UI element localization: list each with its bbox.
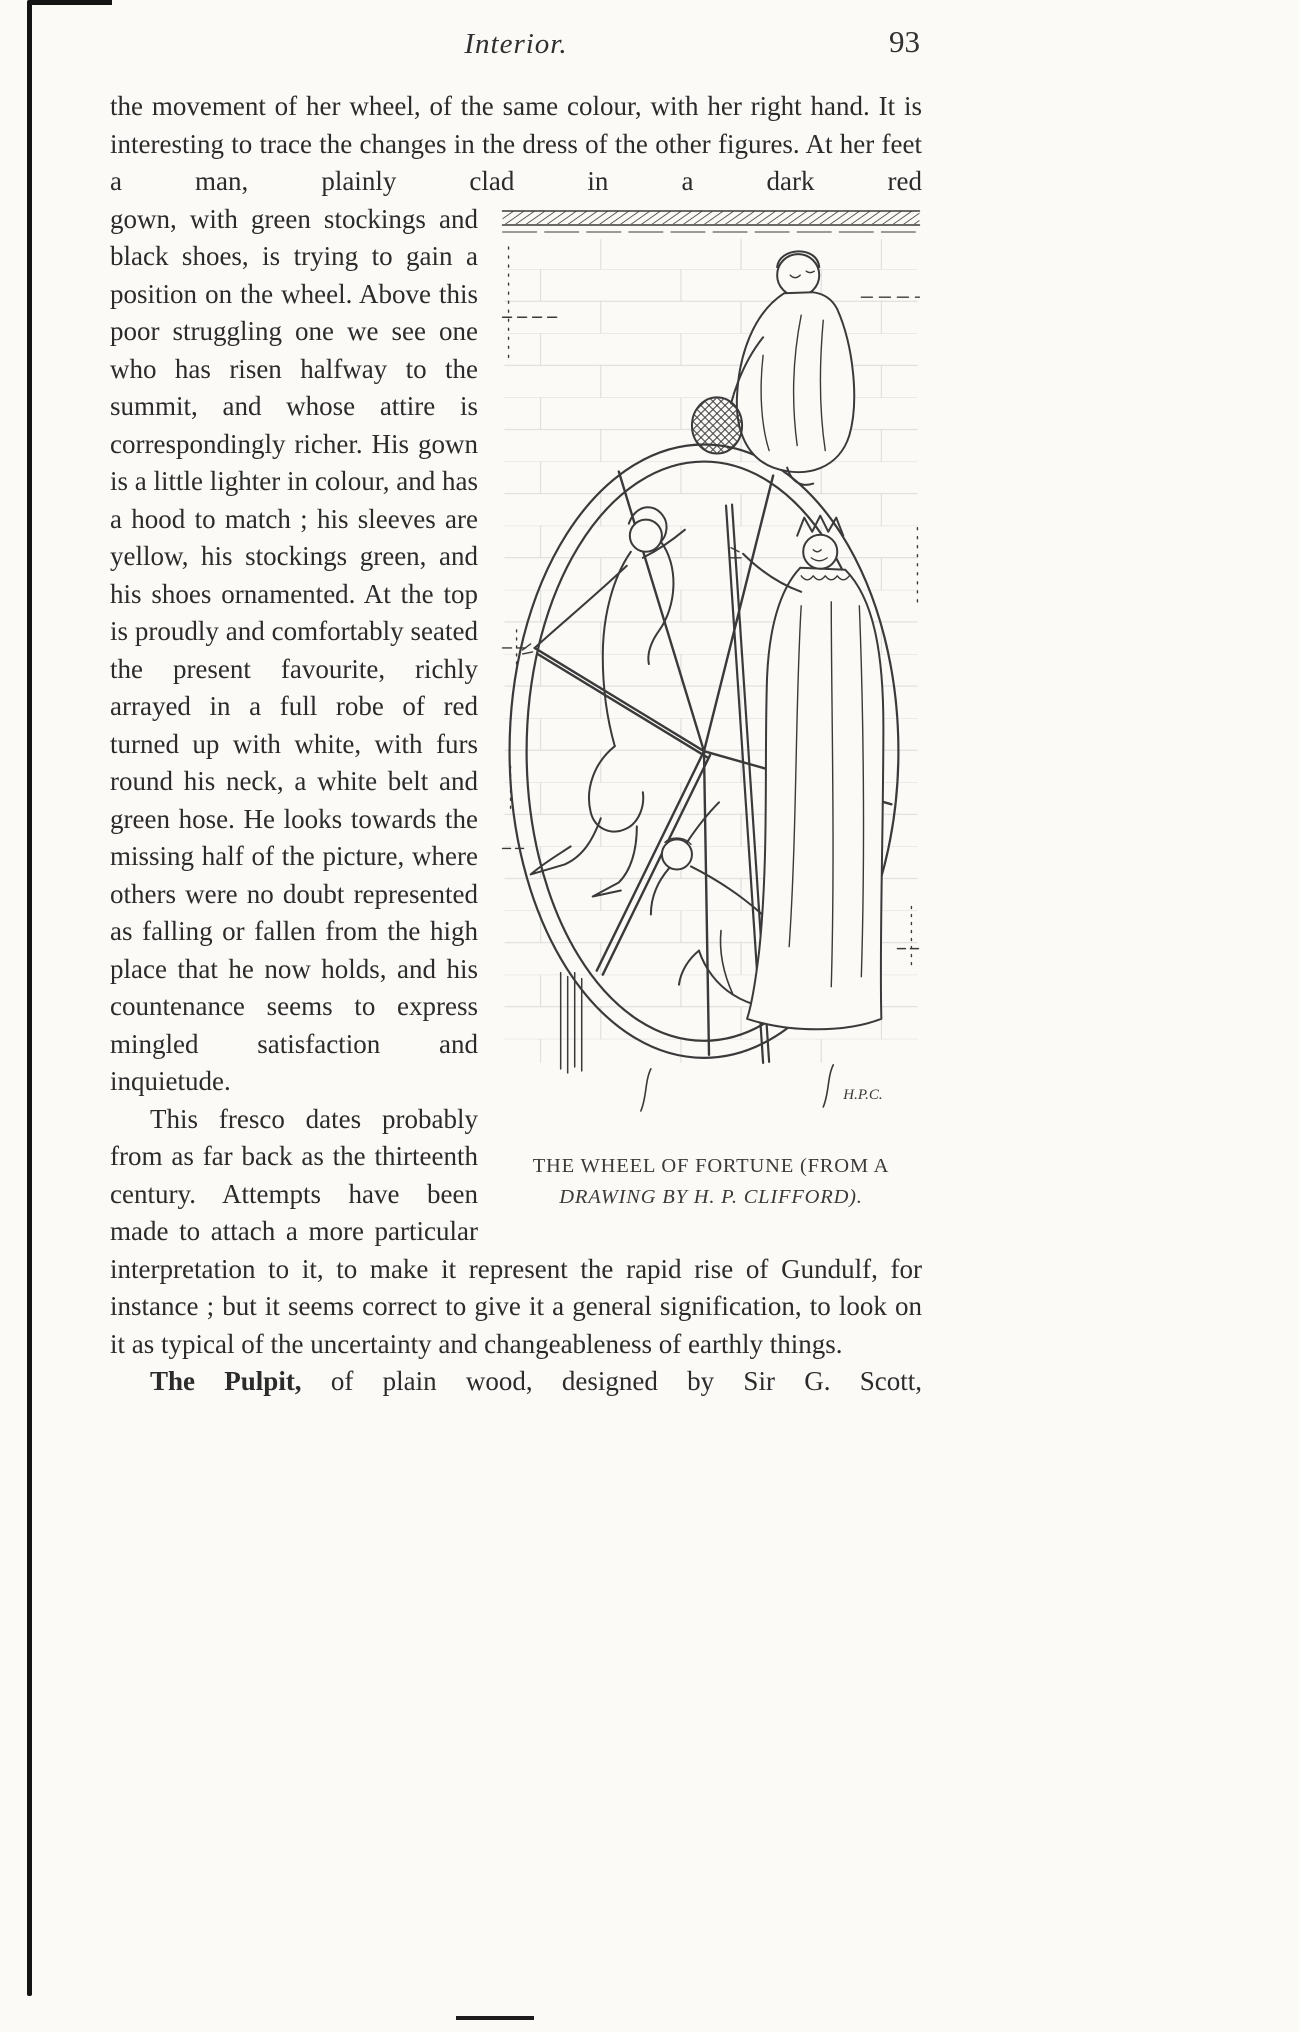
page-title: Interior. <box>464 28 568 60</box>
signature-marks <box>641 1064 833 1110</box>
scan-edge-mark-bottom <box>456 2016 534 2020</box>
paragraph-fresco-date: This fresco dates probably from as far back as the thirteenth century. Attempts have been made to attach a more particular interpretation to it, to make it represent the rapid rise of Gundulf, for instance ; but it seems correct to give it a general signification, to look on it as typical of the uncertainty and changeableness of earthly things. <box>110 1103 922 1359</box>
scan-binding-edge <box>27 0 32 1996</box>
paragraph-pulpit <box>110 1363 922 1401</box>
paragraph-pulpit-lead: The Pulpit, <box>150 1366 302 1396</box>
figure-caption-line2: DRAWING BY H. P. CLIFFORD). <box>559 1185 863 1208</box>
paragraph-wrapping-figure: gown, with green stockings and black shoes, is trying to gain a position on the wheel. Above this poor struggling one we see one who has risen halfway to the summit, and whose attire is correspondingly richer. His gown is a little lighter in colour, and has a hood to match ; his sleeves are yellow, his stockings green, and his shoes ornamented. At the top is proudly and comfortably seated the present favourite, richly arrayed in a full robe of red turned up with white, with furs round his neck, a white belt and green hose. He looks towards the missing half of the picture, where others were no doubt represented as falling or fallen from the high place that he now holds, and his countenance seems to express mingled satisfaction and inquietude. <box>110 203 478 1096</box>
scan-edge-mark-top <box>30 0 112 5</box>
text-column <box>110 26 922 1401</box>
paragraph-continued-full-width: the movement of her wheel, of the same colour, with her right hand. It is interesting to trace the changes in the dress of the other figures. At her feet a man, plainly clad in a dark red <box>110 91 922 196</box>
wheel-of-fortune-illustration <box>500 205 922 1125</box>
running-header <box>110 26 922 76</box>
figure-caption-line1: THE WHEEL OF FORTUNE (FROM A <box>532 1154 890 1177</box>
top-hatched-band <box>503 211 920 232</box>
figure-caption <box>500 1151 922 1213</box>
paragraph-pulpit-rest: of plain wood, designed by Sir G. Scott, <box>301 1366 922 1396</box>
page-number: 93 <box>889 24 920 59</box>
wheel-of-fortune-figure <box>500 205 922 1213</box>
artist-signature: H.P.C. <box>843 1086 883 1103</box>
